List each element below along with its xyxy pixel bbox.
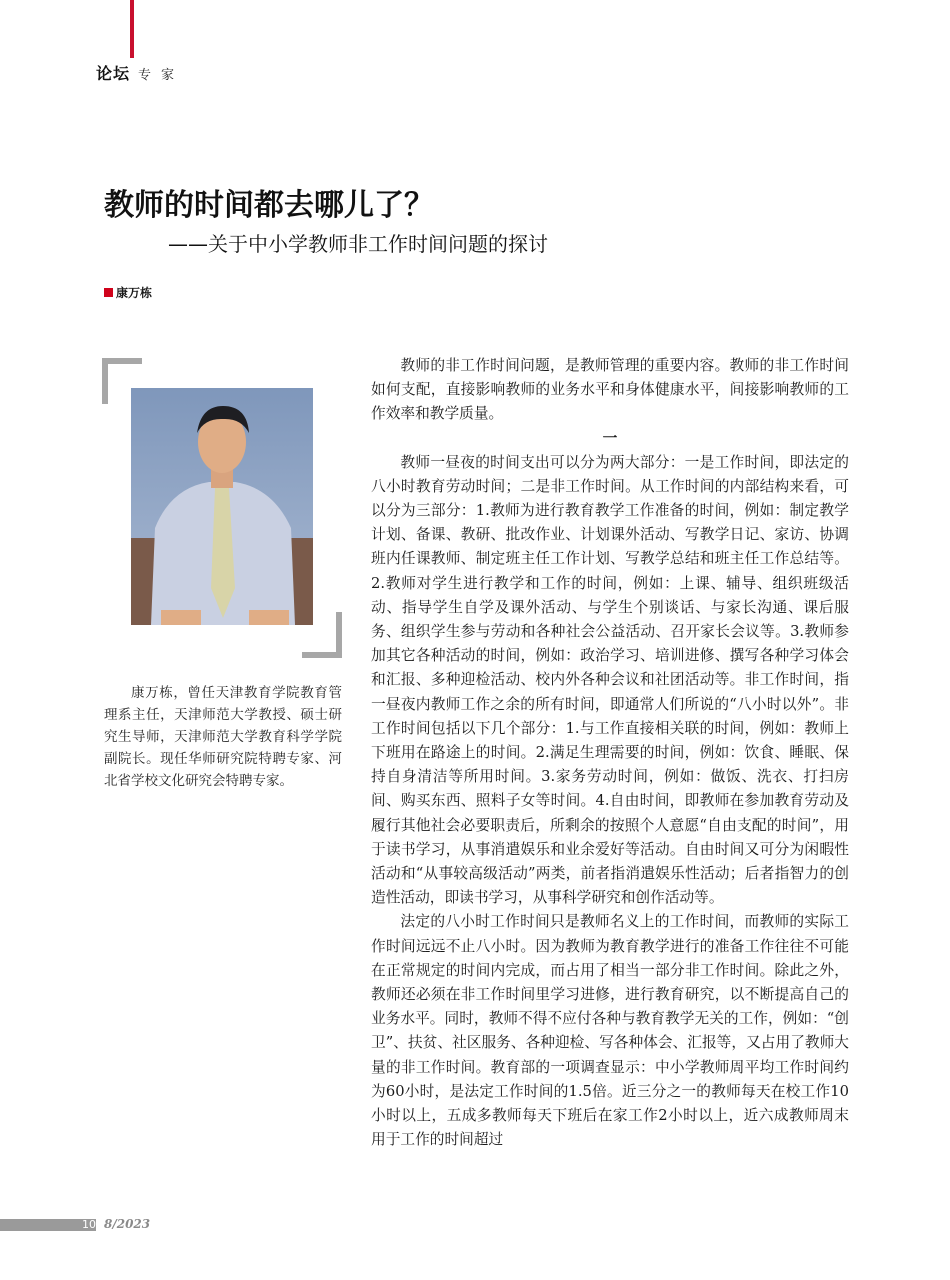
header-accent-rule	[130, 0, 134, 58]
issue-number: 8/2023	[104, 1217, 151, 1231]
author-portrait-illustration	[131, 388, 313, 625]
section-label: 论坛	[96, 64, 131, 83]
author-bio: 康万栋，曾任天津教育学院教育管理系主任，天津师范大学教授、硕士研究生导师，天津师范大学教育科学学院副院长。现任华师研究院特聘专家、河北省学校文化研究会特聘专家。	[104, 685, 342, 789]
column-header	[96, 64, 184, 86]
article-body	[371, 354, 849, 1153]
author-name: 康万栋	[116, 286, 153, 300]
section-number: 一	[602, 429, 618, 447]
author-line	[104, 285, 152, 301]
column-label: 专家	[138, 68, 185, 83]
author-marker-icon	[104, 288, 113, 297]
body-paragraph: 教师一昼夜的时间支出可以分为两大部分：一是工作时间，即法定的八小时教育劳动时间；二是非工作时间。从工作时间的内部结构来看，可以分为三部分：1.教师为进行教育教学工作准备的时间，例如：制定教学计划、备课、教研、批改作业、计划课外活动、写教学日记、家访、协调班内任课教师、制定班主任工作计划、写教学总结和班主任工作总结等。2.教师对学生进行教学和工作的时间，例如：上课、辅导、组织班级活动、指导学生自学及课外活动、与学生个别谈话、与家长沟通、课后服务、组织学生参与劳动和各种社会公益活动、召开家长会议等。3.教师参加其它各种活动的时间，例如：政治学习、培训进修、撰写各种学习体会和汇报、多种迎检活动、校内外各种会议和社团活动等。非工作时间，指一昼夜内教师工作之余的所有时间，即通常人们所说的“八小时以外”。非工作时间包括以下几个部分：1.与工作直接相关联的时间，例如：教师上下班用在路途上的时间。2.满足生理需要的时间，例如：饮食、睡眠、保持自身清洁等所用时间。3.家务劳动时间，例如：做饭、洗衣、打扫房间、购买东西、照料子女等时间。4.自由时间，即教师在参加教育劳动及履行其他社会必要职责后，所剩余的按照个人意愿“自由支配的时间”，用于读书学习，从事消遣娱乐和业余爱好等活动。自由时间又可分为闲暇性活动和“从事较高级活动”两类，前者指消遣娱乐性活动；后者指智力的创造性活动，即读书学习，从事科学研究和创作活动等。	[371, 453, 849, 907]
body-paragraph: 法定的八小时工作时间只是教师名义上的工作时间，而教师的实际工作时间远远不止八小时。因为教师为教育教学进行的准备工作往往不可能在正常规定的时间内完成，而占用了相当一部分非工作时间。除此之外，教师还必须在非工作时间里学习进修，进行教育研究，以不断提高自己的业务水平。同时，教师不得不应付各种与教育教学无关的工作，例如：“创卫”、扶贫、社区服务、各种迎检、写各种体会、汇报等，又占用了教师大量的非工作时间。教育部的一项调查显示：中小学教师周平均工作时间约为60小时，是法定工作时间的1.5倍。近三分之一的教师每天在校工作10小时以上，五成多教师每天下班后在家工作2小时以上，近六成教师周末用于工作的时间超过	[371, 913, 849, 1149]
page-number: 10	[82, 1218, 96, 1231]
body-paragraph-intro: 教师的非工作时间问题，是教师管理的重要内容。教师的非工作时间如何支配，直接影响教师的业务水平和身体健康水平，间接影响教师的工作效率和教学质量。	[371, 357, 849, 423]
article-title: 教师的时间都去哪儿了？	[104, 188, 434, 223]
photo-frame-corner-bottom-right	[302, 612, 342, 658]
author-photo	[131, 388, 313, 625]
article-subtitle: ——关于中小学教师非工作时间问题的探讨	[168, 232, 548, 256]
